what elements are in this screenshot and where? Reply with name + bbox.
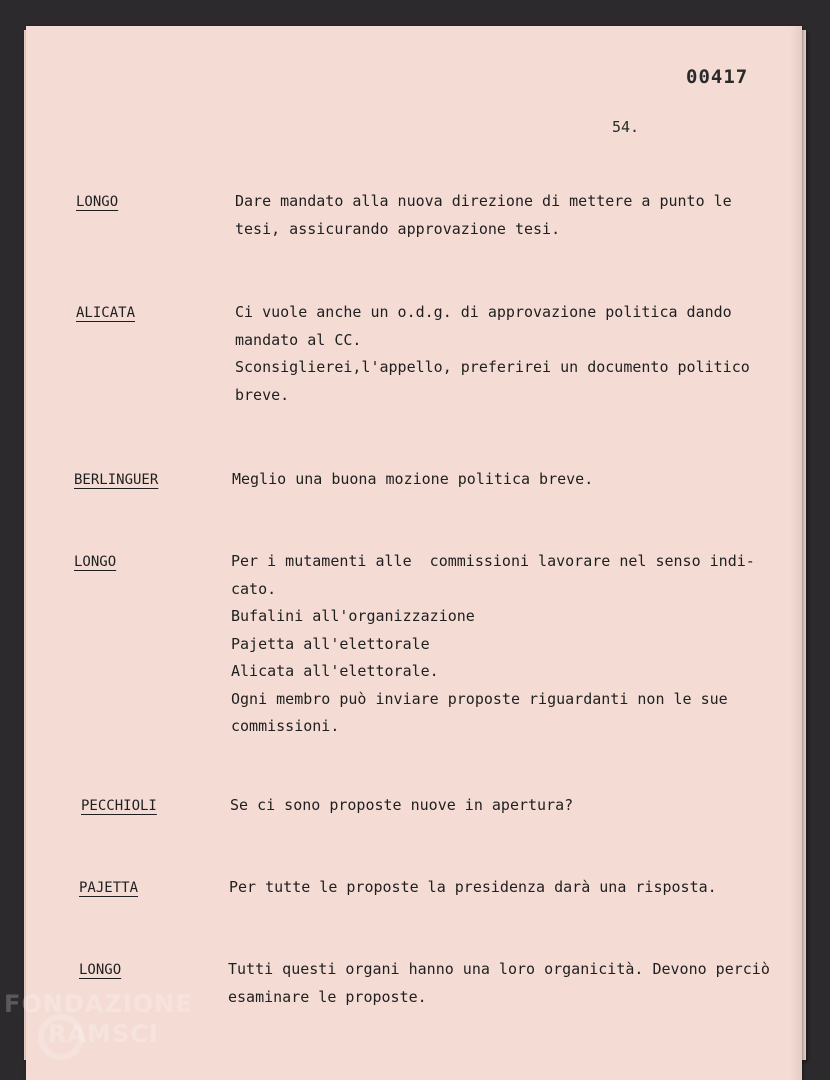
speaker-name: PECCHIOLI bbox=[81, 798, 157, 814]
g-logo-icon bbox=[38, 1014, 84, 1060]
page-number: 54. bbox=[612, 118, 640, 136]
speech-block bbox=[228, 956, 770, 1011]
speech-line: commissioni. bbox=[231, 717, 340, 735]
speaker-name: BERLINGUER bbox=[74, 472, 159, 488]
speech-line: Ci vuole anche un o.d.g. di approvazione politica dando bbox=[235, 303, 732, 321]
document-number: 00417 bbox=[686, 66, 749, 88]
speaker-name: PAJETTA bbox=[79, 880, 139, 896]
speech-block bbox=[231, 548, 755, 741]
speech-line: tesi, assicurando approvazione tesi. bbox=[235, 219, 561, 238]
speech-block bbox=[235, 299, 750, 409]
fondazione-gramsci-watermark bbox=[4, 990, 214, 1070]
watermark-line2: RAMSCI bbox=[48, 1020, 159, 1048]
speaker-name: LONGO bbox=[74, 554, 117, 570]
speech-line: Per i mutamenti alle commissioni lavorare nel senso indi- bbox=[231, 552, 755, 570]
speech-line: Alicata all'elettorale. bbox=[231, 662, 439, 680]
speech-line: Sconsiglierei,l'appello, preferirei un documento politico bbox=[235, 358, 750, 376]
speaker-name: ALICATA bbox=[76, 305, 136, 321]
speech-line: mandato al CC. bbox=[235, 330, 362, 349]
document-page bbox=[26, 26, 802, 1080]
speech-line: Per tutte le proposte la presidenza darà una risposta. bbox=[229, 878, 717, 896]
speech-line: Se ci sono proposte nuove in apertura? bbox=[230, 796, 574, 814]
speech-line: Ogni membro può inviare proposte riguardanti non le sue bbox=[231, 689, 728, 708]
speech-line: Dare mandato alla nuova direzione di mettere a punto le bbox=[235, 192, 732, 210]
speech-line: Bufalini all'organizzazione bbox=[231, 607, 475, 625]
speech-block bbox=[229, 874, 717, 902]
speech-block bbox=[230, 792, 573, 820]
speech-line: Tutti questi organi hanno una loro organicità. Devono perciò bbox=[228, 960, 770, 978]
speech-line: Meglio una buona mozione politica breve. bbox=[232, 470, 594, 488]
speaker-name: LONGO bbox=[76, 194, 119, 210]
speech-line: breve. bbox=[235, 385, 290, 404]
watermark-line1: FONDAZIONE bbox=[4, 990, 193, 1018]
speech-line: esaminare le proposte. bbox=[228, 987, 427, 1006]
speaker-name: LONGO bbox=[79, 962, 122, 978]
speech-block bbox=[235, 188, 732, 243]
speech-block bbox=[232, 466, 593, 494]
speech-line: Pajetta all'elettorale bbox=[231, 634, 430, 653]
speech-line: cato. bbox=[231, 579, 277, 598]
